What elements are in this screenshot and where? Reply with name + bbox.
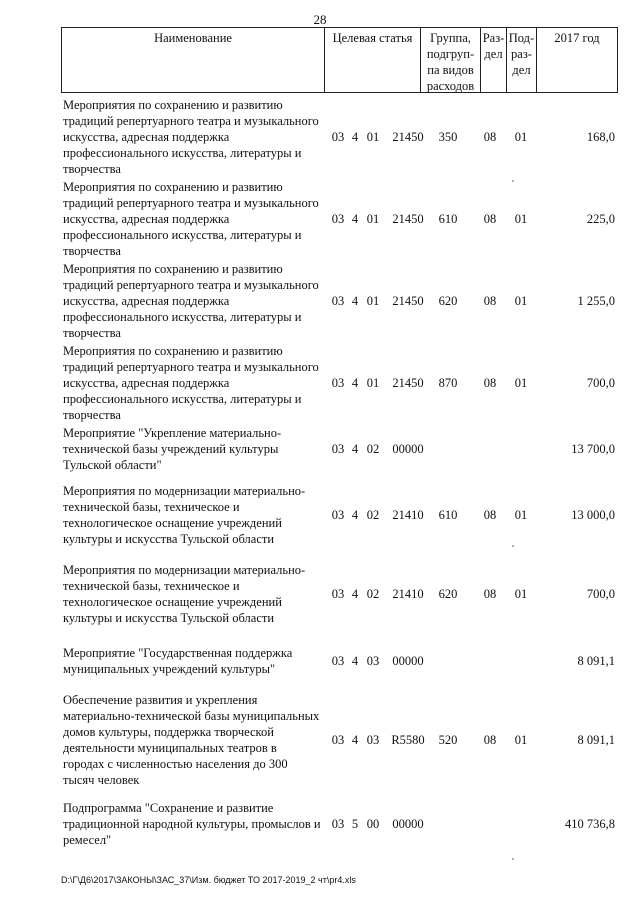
code-part: 21450 [392, 293, 424, 308]
code-part: 01 [366, 129, 380, 144]
code-part: 03 [331, 653, 345, 668]
row-section [477, 424, 503, 474]
code-part: 01 [366, 293, 380, 308]
row-group: 870 [438, 375, 458, 390]
code-part: 5 [351, 816, 359, 831]
header-year [536, 28, 617, 92]
row-group: 610 [438, 507, 458, 522]
code-part: 4 [351, 732, 359, 747]
header-target-article [324, 28, 420, 92]
code-part: 01 [366, 211, 380, 226]
header-name [62, 28, 324, 92]
code-part: 4 [351, 441, 359, 456]
row-section: 08 [483, 129, 497, 144]
row-section: 08 [483, 293, 497, 308]
row-subsection: 01 [514, 375, 528, 390]
row-section: 08 [483, 375, 497, 390]
row-group [423, 644, 473, 678]
code-part: 02 [366, 586, 380, 601]
header-group-line: па видов [427, 63, 474, 77]
code-part: 00 [366, 816, 380, 831]
code-part: 00000 [392, 653, 424, 668]
row-subsection: 01 [514, 129, 528, 144]
row-amount: 8 091,1 [577, 653, 615, 668]
header-subsection [506, 28, 536, 92]
row-group [423, 424, 473, 474]
header-section-line: дел [484, 47, 503, 61]
file-path-footer: D:\Г\Д6\2017\ЗАКОНЫ\ЗАС_37\Изм. бюджет ТО 2017-2019_2 чт\pr4.xls [61, 875, 356, 885]
row-subsection [505, 424, 537, 474]
row-amount: 700,0 [586, 586, 615, 601]
scan-speck [512, 545, 514, 547]
code-part: 01 [366, 375, 380, 390]
row-section [477, 644, 503, 678]
code-part: 4 [351, 507, 359, 522]
table-row [61, 799, 618, 849]
row-name: Мероприятия по сохранению и развитию традиций репертуарного театра и музыкального искусства, адресная поддержка профессионального искусства, литературы и творчества [63, 180, 319, 258]
row-amount: 225,0 [586, 211, 615, 226]
header-target-article-label: Целевая статья [332, 31, 413, 45]
row-subsection [505, 644, 537, 678]
code-part: 21450 [392, 129, 424, 144]
row-amount: 13 700,0 [571, 441, 615, 456]
code-part: 03 [331, 816, 345, 831]
row-subsection [505, 799, 537, 849]
row-name: Обеспечение развития и укрепления материально-технической базы муниципальных домов культуры, поддержка творческой деятельности муниципальных театров в городах с численностью населения до 300 тысяч человек [63, 693, 320, 787]
code-part: 4 [351, 129, 359, 144]
row-group: 520 [438, 732, 458, 747]
header-subsection-line: Под- [508, 31, 535, 45]
code-part: 00000 [392, 441, 424, 456]
header-year-label: 2017 год [554, 31, 600, 45]
table-row [61, 692, 618, 788]
row-group: 610 [438, 211, 458, 226]
scan-speck [512, 180, 514, 182]
table-row [61, 479, 618, 551]
row-section [477, 799, 503, 849]
code-part: 03 [331, 293, 345, 308]
code-part: 21450 [392, 375, 424, 390]
row-group: 620 [438, 293, 458, 308]
code-part: 21410 [392, 586, 424, 601]
code-part: 21410 [392, 507, 424, 522]
row-name: Мероприятия по сохранению и развитию традиций репертуарного театра и музыкального искусства, адресная поддержка профессионального искусства, литературы и творчества [63, 262, 319, 340]
table-row [61, 260, 618, 342]
code-part: 00000 [392, 816, 424, 831]
code-part: 4 [351, 293, 359, 308]
row-amount: 700,0 [586, 375, 615, 390]
table-row [61, 178, 618, 260]
header-section [480, 28, 506, 92]
row-name: Мероприятия по сохранению и развитию традиций репертуарного театра и музыкального искусства, адресная поддержка профессионального искусства, литературы и творчества [63, 98, 319, 176]
table-row [61, 424, 618, 474]
code-part: 03 [331, 211, 345, 226]
row-amount: 8 091,1 [577, 732, 615, 747]
code-part: 4 [351, 211, 359, 226]
row-amount: 168,0 [586, 129, 615, 144]
row-amount: 410 736,8 [565, 816, 615, 831]
row-name: Подпрограмма "Сохранение и развитие традиционной народной культуры, промыслов и ремесел" [63, 801, 321, 847]
code-part: 03 [331, 507, 345, 522]
code-part: 4 [351, 586, 359, 601]
table-header [61, 27, 618, 93]
table-row [61, 342, 618, 424]
scan-speck [512, 858, 514, 860]
code-part: 03 [331, 375, 345, 390]
row-section: 08 [483, 732, 497, 747]
row-subsection: 01 [514, 732, 528, 747]
code-part: 03 [331, 441, 345, 456]
row-name: Мероприятие "Укрепление материально-технической базы учреждений культуры Тульской области" [63, 426, 282, 472]
row-subsection: 01 [514, 586, 528, 601]
code-part: 4 [351, 375, 359, 390]
row-subsection: 01 [514, 293, 528, 308]
code-part: 03 [331, 129, 345, 144]
code-part: 02 [366, 507, 380, 522]
row-section: 08 [483, 211, 497, 226]
row-amount: 13 000,0 [571, 507, 615, 522]
row-name: Мероприятия по сохранению и развитию традиций репертуарного театра и музыкального искусства, адресная поддержка профессионального искусства, литературы и творчества [63, 344, 319, 422]
row-name: Мероприятия по модернизации материально-технической базы, техническое и технологическое оснащение учреждений культуры и искусства Тульской области [63, 563, 306, 625]
table-row [61, 558, 618, 630]
row-group: 350 [438, 129, 458, 144]
header-group-line: подгруп- [426, 47, 475, 61]
table-row [61, 96, 618, 178]
header-group [420, 28, 480, 92]
row-section: 08 [483, 507, 497, 522]
header-name-label: Наименование [154, 31, 232, 45]
page-number: 28 [313, 12, 327, 27]
row-name: Мероприятия по модернизации материально-технической базы, техническое и технологическое оснащение учреждений культуры и искусства Тульской области [63, 484, 306, 546]
header-subsection-line: раз- [511, 47, 532, 61]
code-part: R5580 [391, 732, 425, 747]
code-part: 03 [366, 732, 380, 747]
code-part: 21450 [392, 211, 424, 226]
row-group: 620 [438, 586, 458, 601]
header-group-line: Группа, [430, 31, 471, 45]
code-part: 03 [366, 653, 380, 668]
code-part: 02 [366, 441, 380, 456]
row-name: Мероприятие "Государственная поддержка муниципальных учреждений культуры" [63, 646, 293, 676]
code-part: 03 [331, 586, 345, 601]
table-row [61, 644, 618, 678]
row-amount: 1 255,0 [577, 293, 615, 308]
code-part: 03 [331, 732, 345, 747]
row-subsection: 01 [514, 507, 528, 522]
header-section-line: Раз- [482, 31, 505, 45]
header-group-line: расходов [426, 79, 475, 93]
row-subsection: 01 [514, 211, 528, 226]
header-subsection-line: дел [512, 63, 531, 77]
row-group [423, 799, 473, 849]
code-part: 4 [351, 653, 359, 668]
row-section: 08 [483, 586, 497, 601]
